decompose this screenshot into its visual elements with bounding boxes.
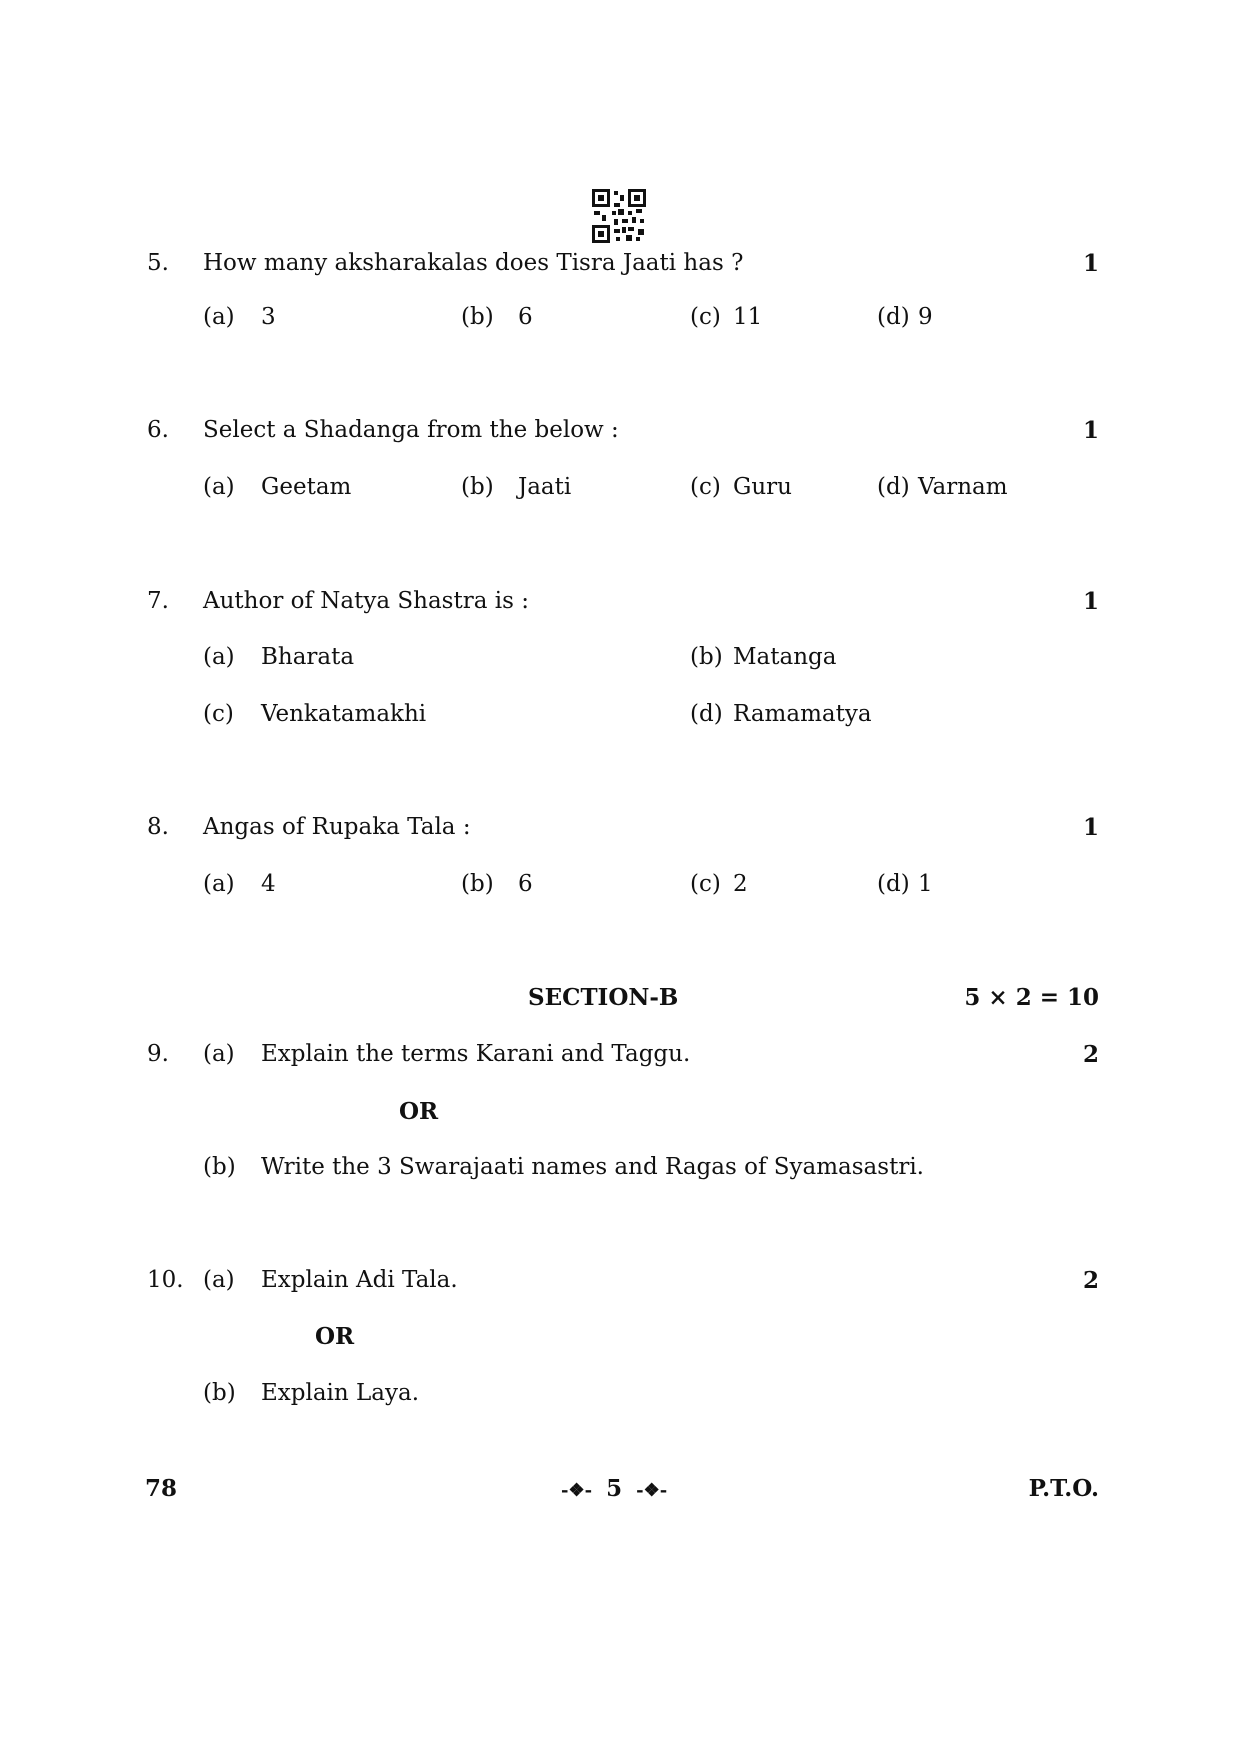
option-label: (a) <box>203 1041 235 1067</box>
question-marks: 2 <box>1082 1041 1099 1068</box>
option-text: Geetam <box>261 474 352 500</box>
option-label: (a) <box>203 1267 235 1293</box>
option-text: 11 <box>733 304 763 330</box>
option-text: Jaati <box>518 474 572 500</box>
question-text: Write the 3 Swarajaati names and Ragas of Syamasastri. <box>261 1154 924 1180</box>
question-marks: 1 <box>1082 250 1099 277</box>
option-text: 2 <box>733 871 748 897</box>
question-text: Explain Laya. <box>261 1380 420 1406</box>
question-text: Select a Shadanga from the below : <box>203 417 619 443</box>
question-number: 6. <box>147 417 169 443</box>
question-number: 8. <box>147 814 169 840</box>
option-text: 3 <box>261 304 276 330</box>
question-marks: 1 <box>1082 417 1099 444</box>
question-text: Explain Adi Tala. <box>261 1267 458 1293</box>
option-text: Guru <box>733 474 792 500</box>
pto-label: P.T.O. <box>1028 1475 1099 1502</box>
option-text: Ramamatya <box>733 701 872 727</box>
option-label: (c) <box>690 304 721 330</box>
question-text: Explain the terms Karani and Taggu. <box>261 1041 691 1067</box>
ornament-right-icon: -❖- <box>636 1480 668 1501</box>
question-number: 10. <box>147 1267 184 1293</box>
question-number: 9. <box>147 1041 169 1067</box>
option-text: 1 <box>918 871 933 897</box>
option-label: (b) <box>203 1380 236 1406</box>
question-text: How many aksharakalas does Tisra Jaati has ? <box>203 250 744 276</box>
option-label: (c) <box>203 701 234 727</box>
section-marks: 5 × 2 = 10 <box>964 984 1099 1011</box>
question-marks: 1 <box>1082 588 1099 615</box>
question-text: Angas of Rupaka Tala : <box>203 814 471 840</box>
option-label: (a) <box>203 871 235 897</box>
option-label: (c) <box>690 871 721 897</box>
page-footer <box>561 1475 667 1502</box>
option-text: 9 <box>918 304 933 330</box>
option-text: Venkatamakhi <box>261 701 427 727</box>
option-label: (b) <box>461 871 494 897</box>
option-label: (b) <box>461 474 494 500</box>
or-label: OR <box>315 1323 355 1350</box>
option-text: Varnam <box>918 474 1008 500</box>
option-text: 6 <box>518 304 533 330</box>
page-number: 5 <box>606 1475 623 1502</box>
section-title: SECTION-B <box>528 984 679 1011</box>
option-label: (d) <box>877 474 910 500</box>
question-number: 5. <box>147 250 169 276</box>
option-label: (a) <box>203 304 235 330</box>
option-label: (d) <box>877 871 910 897</box>
qr-code-icon <box>592 189 646 243</box>
option-label: (d) <box>690 701 723 727</box>
option-text: 6 <box>518 871 533 897</box>
question-number: 7. <box>147 588 169 614</box>
question-text: Author of Natya Shastra is : <box>203 588 529 614</box>
option-label: (a) <box>203 644 235 670</box>
option-label: (b) <box>690 644 723 670</box>
question-marks: 1 <box>1082 814 1099 841</box>
or-label: OR <box>399 1098 439 1125</box>
option-label: (b) <box>203 1154 236 1180</box>
ornament-left-icon: -❖- <box>561 1480 593 1501</box>
paper-code: 78 <box>145 1475 178 1502</box>
option-text: Bharata <box>261 644 355 670</box>
option-text: Matanga <box>733 644 837 670</box>
option-label: (b) <box>461 304 494 330</box>
option-text: 4 <box>261 871 276 897</box>
option-label: (d) <box>877 304 910 330</box>
question-marks: 2 <box>1082 1267 1099 1294</box>
option-label: (a) <box>203 474 235 500</box>
option-label: (c) <box>690 474 721 500</box>
